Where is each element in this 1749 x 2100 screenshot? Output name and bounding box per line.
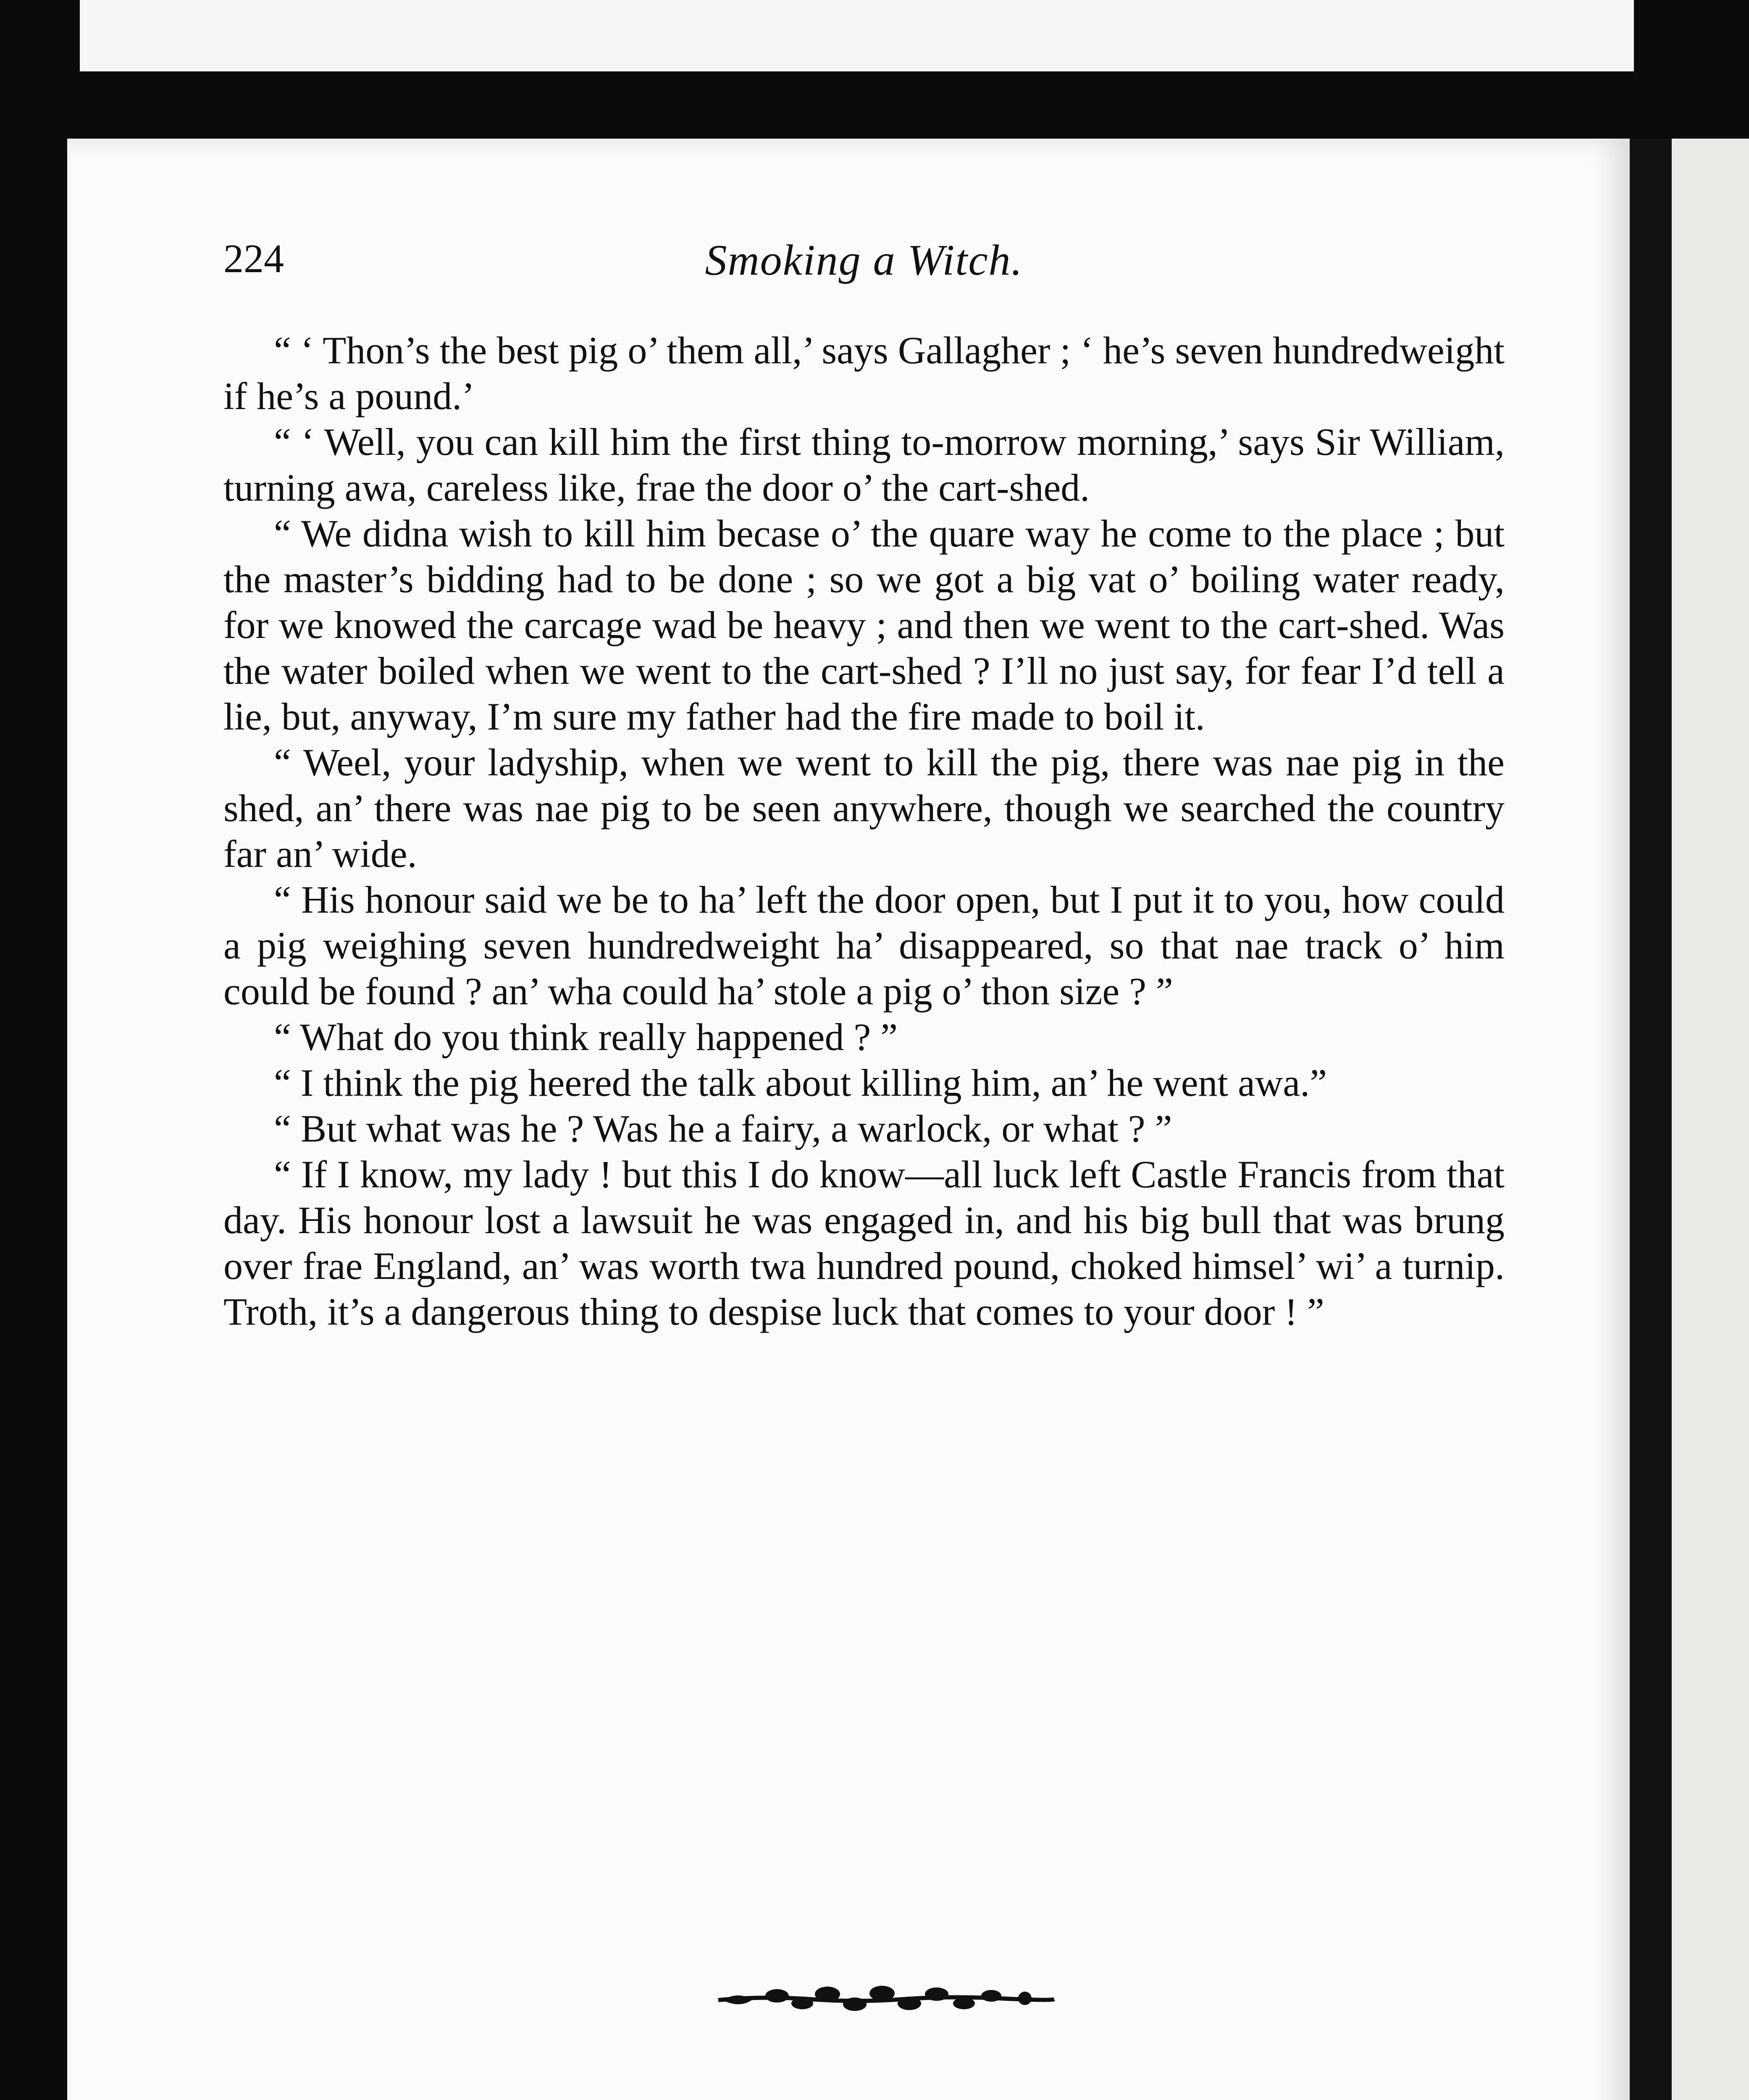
paragraph: “ But what was he ? Was he a fairy, a warlock, or what ? ”: [274, 1107, 1172, 1150]
running-head: [223, 235, 1505, 294]
running-title: Smoking a Witch.: [705, 236, 1023, 284]
paragraph: “ ‘ Thon’s the best pig o’ them all,’ says Gallagher ; ‘ he’s seven hundredweight if he’s a pound.’: [223, 329, 1505, 417]
vine-ornament-icon: [714, 1974, 1058, 2024]
paragraph: “ Weel, your ladyship, when we went to kill the pig, there was nae pig in the shed, an’ there was nae pig to be seen anywhere, though we searched the country far an’ wide.: [223, 741, 1505, 875]
body-text: [223, 328, 1505, 1335]
next-page-edge: [1672, 139, 1749, 2100]
paragraph: “ What do you think really happened ? ”: [274, 1016, 898, 1058]
paragraph: “ We didna wish to kill him becase o’ the quare way he come to the place ; but the master’s bidding had to be done ; so we got a big vat o’ boiling water ready, for we knowed the carcage wad be heavy ; and then we went to the cart-shed. Was the water boiled when we went to the cart-shed ? I’ll no just say, for fear I’d tell a lie, but, anyway, I’m sure my father had the fire made to boil it.: [223, 512, 1505, 738]
page-number: 224: [223, 236, 284, 281]
paragraph: “ I think the pig heered the talk about killing him, an’ he went awa.”: [274, 1061, 1327, 1104]
paragraph: “ His honour said we be to ha’ left the door open, but I put it to you, how could a pig weighing seven hundredweight ha’ disappeared, so that nae track o’ him could be found ? an’ wha could ha’ stole a pig o’ thon size ? ”: [223, 878, 1505, 1013]
paragraph: “ If I know, my lady ! but this I do know—all luck left Castle Francis from that day. His honour lost a lawsuit he was engaged in, and his big bull that was brung over frae England, an’ was worth twa hundred pound, choked himsel’ wi’ a turnip. Troth, it’s a dangerous thing to despise luck that comes to your door ! ”: [223, 1153, 1505, 1333]
paragraph: “ ‘ Well, you can kill him the first thing to-morrow morning,’ says Sir William, turning awa, careless like, frae the door o’ the cart-shed.: [223, 420, 1505, 509]
previous-page-strip: [80, 0, 1634, 71]
page-gutter: [1630, 139, 1672, 2100]
